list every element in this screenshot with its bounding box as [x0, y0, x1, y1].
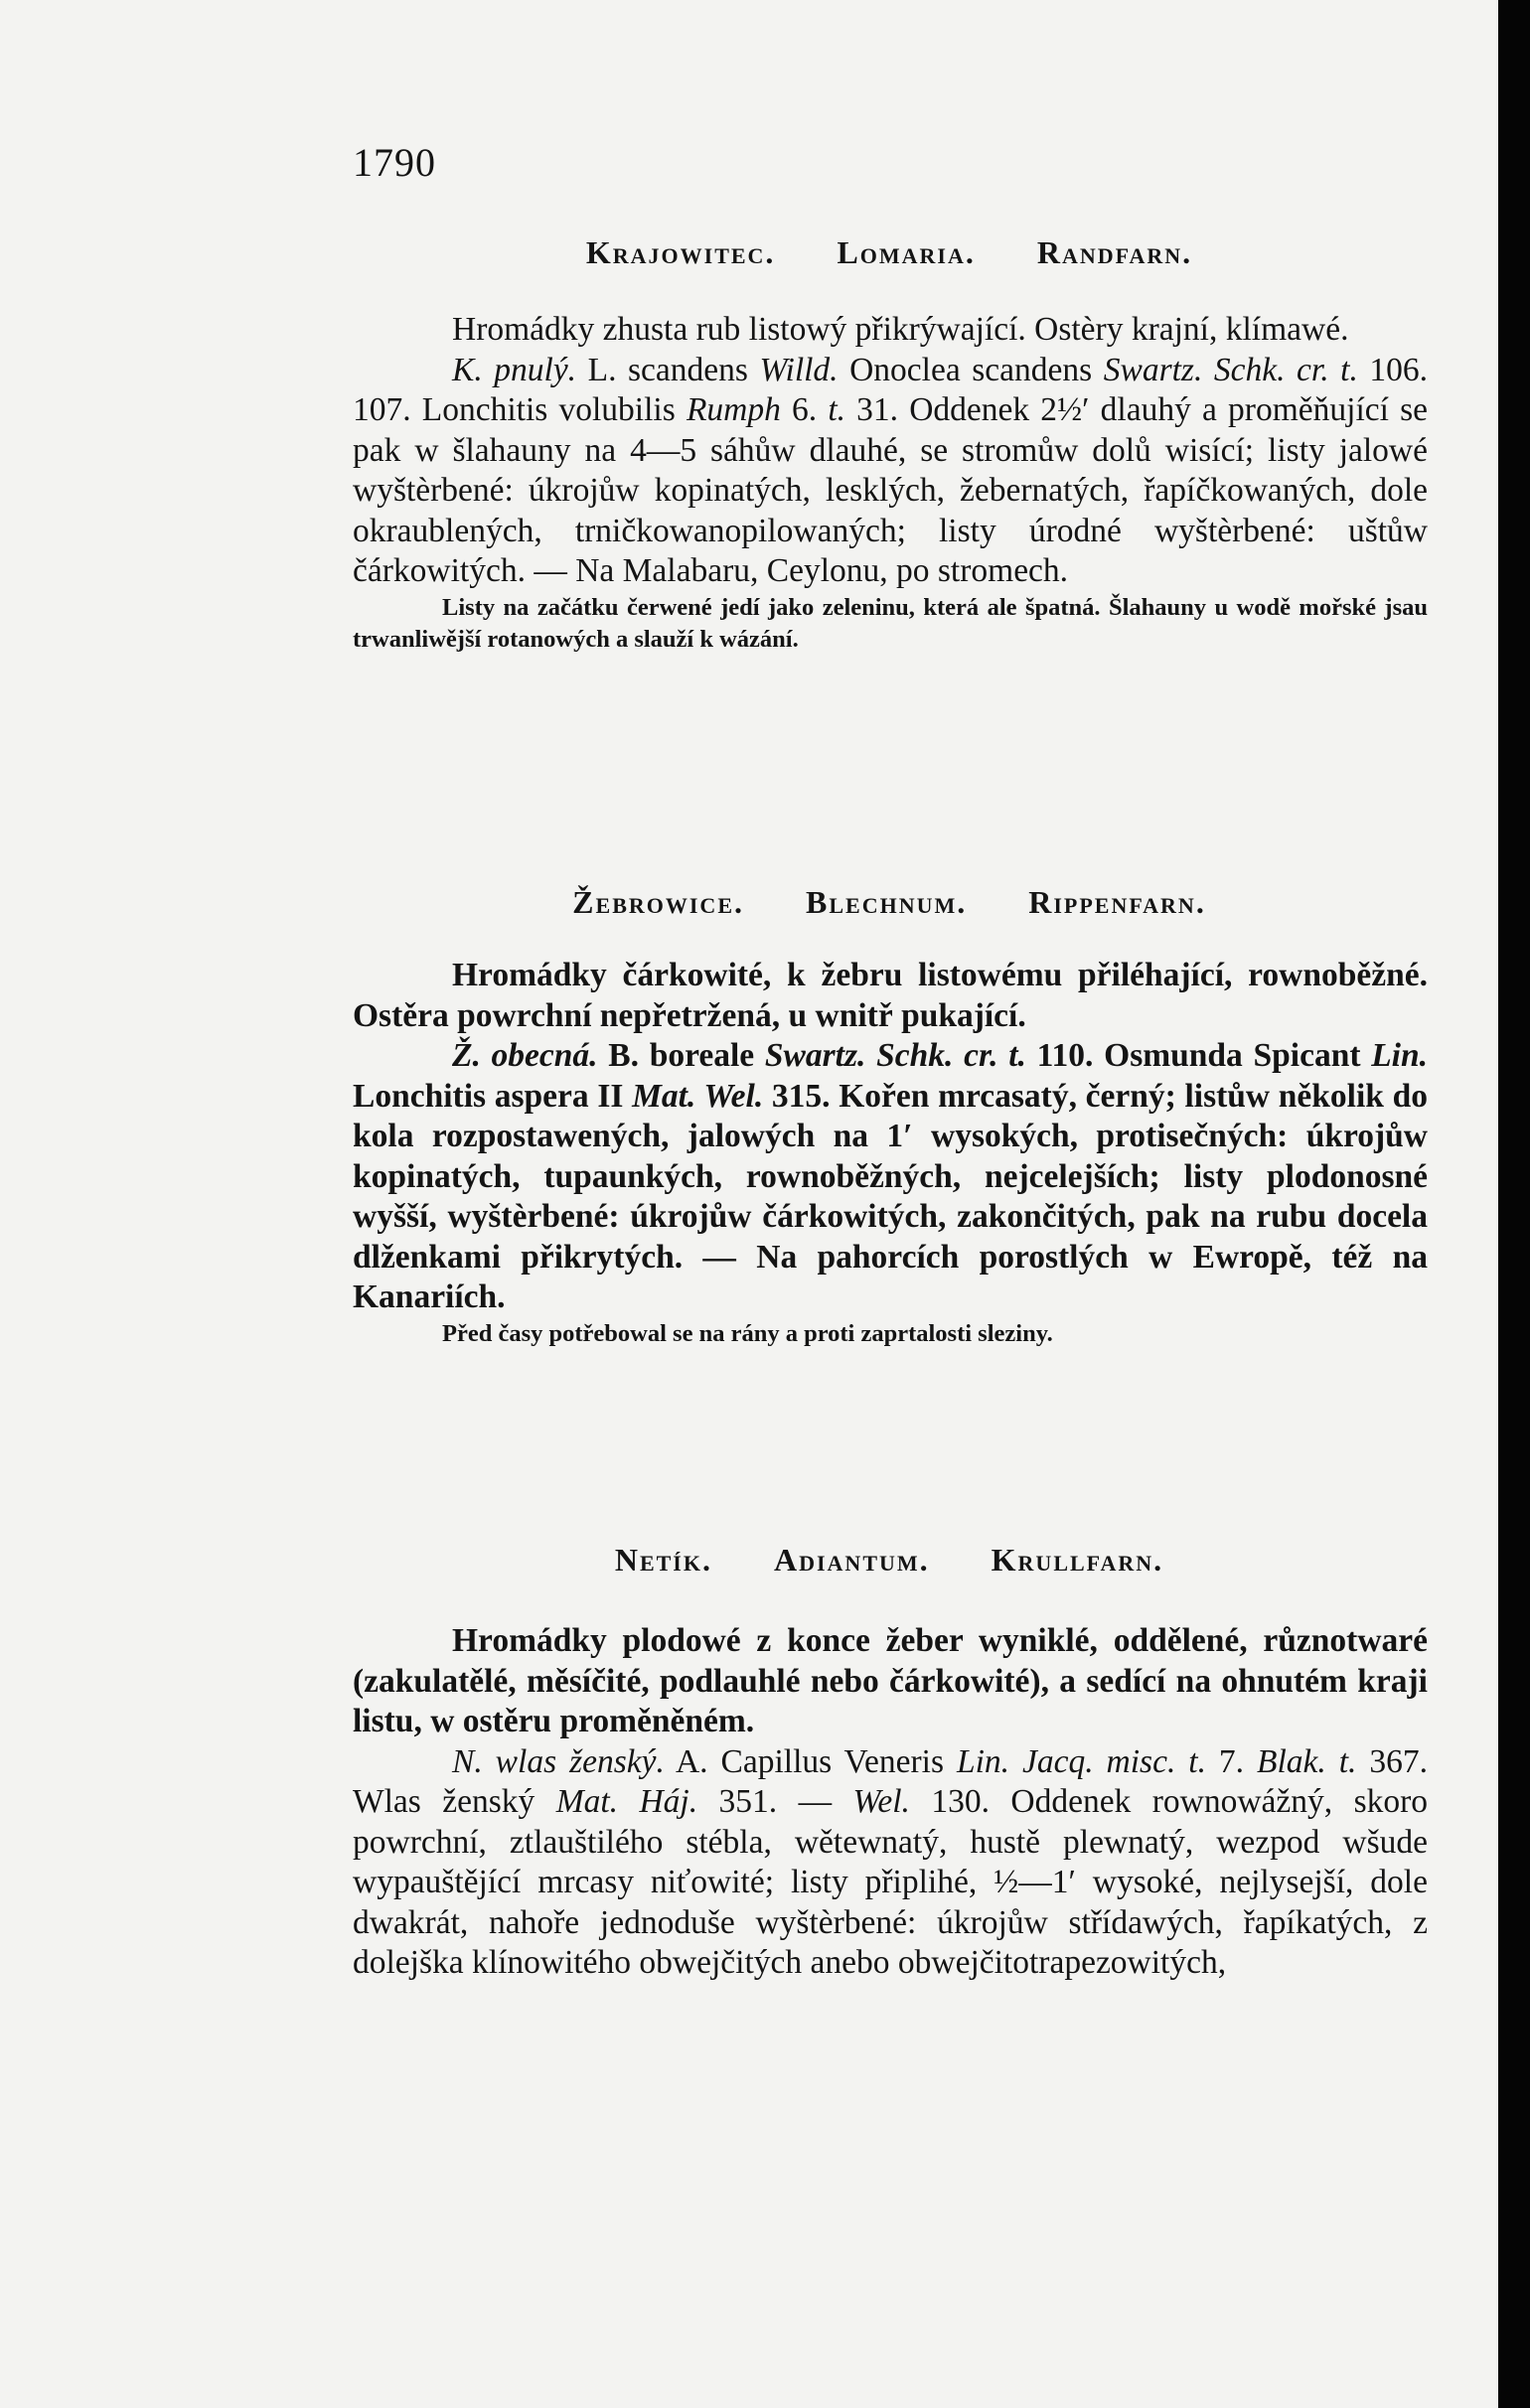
citation-author: Mat. Wel.	[632, 1077, 764, 1115]
genus-description: Hromádky čárkowité, k žebru listowému přiléhající, rownoběžné. Ostěra powrchní nepřetržená, u wnitř pukající.	[353, 957, 1428, 1034]
species-paragraph: Ž. obecná. B. boreale Swartz. Schk. cr. t. 110. Osmunda Spicant Lin. Lonchitis aspera II Mat. Wel. 315. Kořen mrcasatý, černý; listůw několik do kola rozpostawených, jalowých na 1′ wysokých, protisečných: úkrojůw kopinatých, tupaunkých, rownoběžných, nejcelejších; listy plodonosné wyšší, wyštèrbené: úkrojůw čárkowitých, zakončitých, pak na rubu docela dlženkami přikrytých. — Na pahorcích porostlých w Ewropě, též na Kanariích.	[353, 1037, 1428, 1315]
genus-german-name: Krullfarn.	[991, 1542, 1164, 1578]
usage-note: Listy na začátku čerwené jedí jako zeleninu, která ale špatná. Šlahauny u wodě mořské jsau trwanliwější rotanowých a slauží k wázání.	[353, 593, 1428, 653]
species-name: Ž. obecná.	[452, 1037, 598, 1074]
citation-author: Wel.	[852, 1783, 910, 1820]
scan-border	[1498, 0, 1530, 2408]
genus-heading-netik	[353, 1542, 1426, 1579]
genus-czech-name: Krajowitec.	[585, 234, 776, 270]
citation-author: Swartz. Schk. cr. t.	[764, 1037, 1026, 1074]
citation-author: Willd.	[759, 351, 839, 388]
genus-heading-krajowitec	[353, 234, 1426, 271]
genus-section-zebrowice	[353, 956, 1428, 1350]
genus-section-netik	[353, 1621, 1428, 1984]
genus-description: Hromádky plodowé z konce žeber wyniklé, oddělené, různotwaré (zakulatělé, měsíčité, podlauhlé nebo čárkowité), a sedící na ohnutém kraji listu, w ostěru proměněném.	[353, 1622, 1428, 1739]
genus-description: Hromádky zhusta rub listowý přikrýwající. Ostèry krajní, klímawé.	[452, 311, 1349, 348]
species-paragraph: K. pnulý. L. scandens Willd. Onoclea scandens Swartz. Schk. cr. t. 106. 107. Lonchitis volubilis Rumph 6. t. 31. Oddenek 2½′ dlauhý a proměňující se pak w šlahauny na 4—5 sáhůw dlauhé, se stromůw dolů wisící; listy jalowé wyštèrbené: úkrojůw kopinatých, lesklých, žebernatých, řapíčkowaných, dole okraublených, trničkowanopilowaných; listy úrodné wyštèrbené: uštůw čárkowitých. — Na Malabaru, Ceylonu, po stromech.	[353, 351, 1428, 589]
citation-author: Swartz. Schk. cr. t.	[1103, 351, 1358, 388]
citation-author: t.	[828, 391, 845, 428]
citation-author: Rumph	[686, 391, 781, 428]
species-name: N. wlas ženský.	[452, 1742, 665, 1780]
genus-czech-name: Žebrowice.	[572, 884, 744, 920]
genus-czech-name: Netík.	[614, 1542, 712, 1578]
species-paragraph: N. wlas ženský. A. Capillus Veneris Lin. Jacq. misc. t. 7. Blak. t. 367. Wlas ženský Mat. Háj. 351. — Wel. 130. Oddenek rownowážný, skoro powrchní, ztlauštilého stébla, wětewnatý, hustě plewnatý, wezpod wšude wypauštějící mrcasy niťowité; listy připlihé, ½—1′ wysoké, nejlysejší, dole dwakrát, nahoře jednoduše wyštèrbené: úkrojůw střídawých, řapíkatých, z dolejška klínowitého obwejčitých anebo obwejčitotrapezowitých,	[353, 1742, 1429, 1981]
species-name: K. pnulý.	[452, 351, 577, 388]
genus-german-name: Randfarn.	[1036, 234, 1193, 270]
citation-author: Lin.	[1371, 1037, 1428, 1074]
genus-heading-zebrowice	[353, 884, 1426, 921]
genus-latin-name: Blechnum.	[806, 884, 968, 920]
page-number: 1790	[353, 140, 436, 185]
usage-note: Před časy potřebowal se na rány a proti zaprtalosti sleziny.	[442, 1319, 1053, 1347]
citation-author: Blak. t.	[1257, 1742, 1357, 1780]
genus-german-name: Rippenfarn.	[1028, 884, 1206, 920]
citation-author: Lin. Jacq. misc. t.	[956, 1742, 1206, 1780]
genus-section-krajowitec	[353, 310, 1428, 656]
citation-author: Mat. Háj.	[555, 1783, 698, 1820]
genus-latin-name: Adiantum.	[773, 1542, 930, 1578]
genus-latin-name: Lomaria.	[837, 234, 976, 270]
